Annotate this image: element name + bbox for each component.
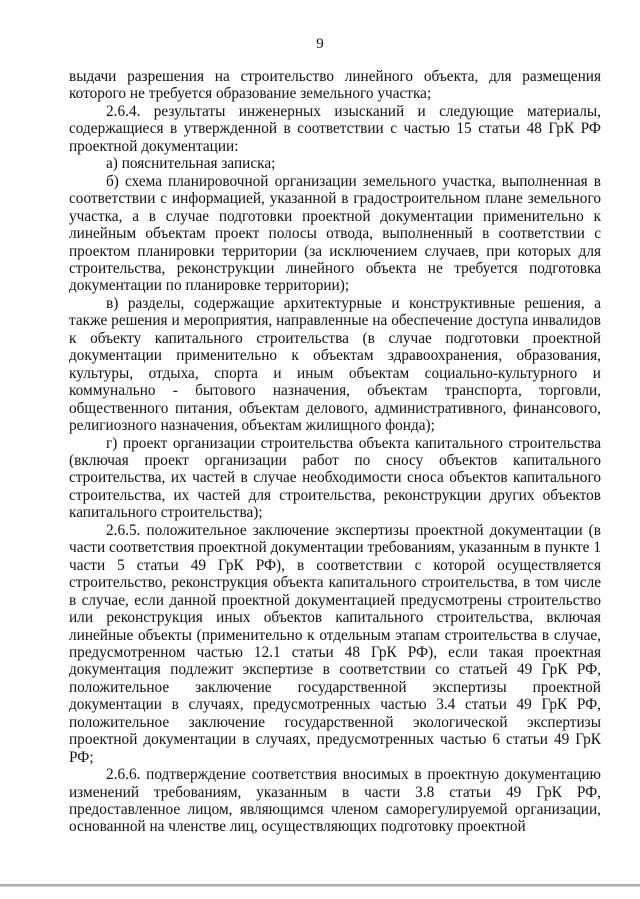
document-body bbox=[69, 68, 601, 836]
page-number: 9 bbox=[316, 36, 324, 52]
paragraph-2-6-4: 2.6.4. результаты инженерных изысканий и следующие материалы, содержащиеся в утвержденной в соответствии с частью 15 статьи 48 ГрК РФ проектной документации: bbox=[69, 102, 601, 155]
paragraph-2-6-6: 2.6.6. подтверждение соответствия вносимых в проектную документацию изменений требованиям, указанным в части 3.8 статьи 49 ГрК РФ, предоставленное лицом, являющимся членом саморегулируемой организации, основанной на членстве лиц, осуществляющих подготовку проектной bbox=[69, 766, 601, 836]
list-item-v: в) разделы, содержащие архитектурные и конструктивные решения, а также решения и мероприятия, направленные на обеспечение доступа инвалидов к объекту капитального строительства (в случае подготовки проектной документации применительно к объектам здравоохранения, образования, культуры, отдыха, спорта и иным объектам социально-культурного и коммунально - бытового назначения, объектам транспорта, торговли, общественного питания, объектам делового, административного, финансового, религиозного назначения, объектам жилищного фонда); bbox=[69, 294, 601, 435]
paragraph-continuation: выдачи разрешения на строительство линейного объекта, для размещения которого не требуется образование земельного участка; bbox=[69, 68, 601, 103]
paragraph-2-6-5: 2.6.5. положительное заключение экспертизы проектной документации (в части соответствия проектной документации требованиям, указанным в пункте 1 части 5 статьи 49 ГрК РФ), в соответствии с которой осуществляется строительство, реконструкция объекта капитального строительства, в том числе в случае, если данной проектной документацией предусмотрены строительство или реконструкция иных объектов капитального строительства, включая линейные объекты (применительно к отдельным этапам строительства в случае, предусмотренном частью 12.1 статьи 48 ГрК РФ), если такая проектная документация подлежит экспертизе в соответствии со статьей 49 ГрК РФ, положительное заключение государственной экспертизы проектной документации в случаях, предусмотренных частью 3.4 статьи 49 ГрК РФ, положительное заключение государственной экологической экспертизы проектной документации в случаях, предусмотренных частью 6 статьи 49 ГрК РФ; bbox=[69, 521, 601, 766]
scan-edge-line bbox=[0, 884, 640, 887]
list-item-b: б) схема планировочной организации земельного участка, выполненная в соответствии с информацией, указанной в градостроительном плане земельного участка, а в случае подготовки проектной документации применительно к линейным объектам проект полосы отвода, выполненный в соответствии с проектом планировки территории (за исключением случаев, при которых для строительства, реконструкции линейного объекта не требуется подготовка документации по планировке территории); bbox=[69, 172, 601, 295]
list-item-g: г) проект организации строительства объекта капитального строительства (включая проект организации работ по сносу объектов капитального строительства, их частей в случае необходимости сноса объектов капитального строительства, их частей для строительства, реконструкции других объектов капитального строительства); bbox=[69, 434, 601, 522]
list-item-a: а) пояснительная записка; bbox=[106, 155, 276, 173]
